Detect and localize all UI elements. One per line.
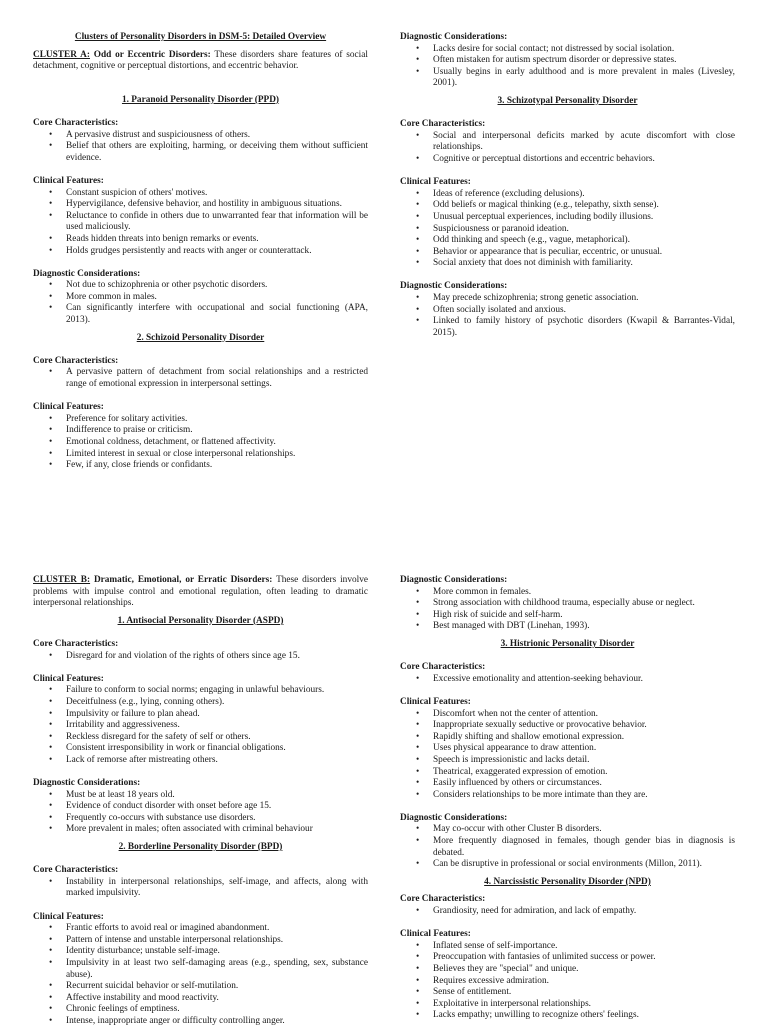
npd-title: 4. Narcissistic Personality Disorder (NPD) (484, 876, 651, 887)
schizoid-diag-list (400, 44, 735, 90)
list-item: • Believes they are "special" and unique. (433, 964, 735, 976)
list-item: • Inflated sense of self-importance. (433, 941, 735, 953)
list-item: • Consistent irresponsibility in work or financial obligations. (66, 743, 368, 755)
list-item: • Chronic feelings of emptiness. (66, 1004, 368, 1016)
bpd-core-label: Core Characteristics: (33, 865, 119, 876)
list-item: • More frequently diagnosed in females, though gender bias in diagnosis is debated. (433, 836, 735, 859)
npd-clinical-label: Clinical Features: (400, 929, 471, 940)
list-item: • Requires excessive admiration. (433, 976, 735, 988)
list-item: • Can significantly interfere with occupational and social functioning (APA, 2013). (66, 303, 368, 326)
list-item: • Behavior or appearance that is peculiar, eccentric, or unusual. (433, 247, 735, 259)
histrionic-diag-label: Diagnostic Considerations: (400, 812, 508, 823)
cluster-b-text: These disorders involve problems with impulse control and emotional regulation, often leading to dramatic interpersonal relationships. (33, 575, 368, 609)
list-item: • More common in males. (66, 292, 368, 304)
list-item: • Deceitfulness (e.g., lying, conning others). (66, 697, 368, 709)
aspd-diag-label: Diagnostic Considerations: (33, 778, 141, 789)
list-item: • Excessive emotionality and attention-seeking behaviour. (433, 674, 735, 686)
list-item: • Best managed with DBT (Linehan, 1993). (433, 621, 735, 633)
list-item: • Impulsivity or failure to plan ahead. (66, 709, 368, 721)
list-item: • Indifference to praise or criticism. (66, 425, 368, 437)
list-item: • Reckless disregard for the safety of self or others. (66, 732, 368, 744)
cluster-b-label: CLUSTER B: (33, 575, 91, 585)
npd-core-list (400, 906, 735, 918)
list-item: • Reads hidden threats into benign remarks or events. (66, 234, 368, 246)
ppd-diag-label: Diagnostic Considerations: (33, 268, 141, 279)
list-item: • Social and interpersonal deficits marked by acute discomfort with close relationships. (433, 131, 735, 154)
list-item: • Can be disruptive in professional or social environments (Millon, 2011). (433, 859, 735, 871)
ppd-core-list (33, 130, 368, 165)
list-item: • Strong association with childhood trauma, especially abuse or neglect. (433, 598, 735, 610)
schizotypal-clinical-list (400, 189, 735, 270)
list-item: • Lacks desire for social contact; not distressed by social isolation. (433, 44, 735, 56)
list-item: • Lacks empathy; unwilling to recognize others' feelings. (433, 1010, 735, 1022)
list-item: • Cognitive or perceptual distortions and eccentric behaviors. (433, 154, 735, 166)
schizotypal-title: 3. Schizotypal Personality Disorder (497, 95, 638, 106)
ppd-diag-list (33, 280, 368, 326)
list-item: • Often socially isolated and anxious. (433, 305, 735, 317)
list-item: • Theatrical, exaggerated expression of emotion. (433, 767, 735, 779)
list-item: • High risk of suicide and self-harm. (433, 610, 735, 622)
list-item: • Irritability and aggressiveness. (66, 720, 368, 732)
list-item: • May precede schizophrenia; strong genetic association. (433, 293, 735, 305)
schizotypal-diag-list (400, 293, 735, 339)
list-item: • Uses physical appearance to draw attention. (433, 743, 735, 755)
histrionic-clinical-label: Clinical Features: (400, 696, 471, 707)
list-item: • Few, if any, close friends or confidants. (66, 460, 368, 472)
list-item: • Linked to family history of psychotic disorders (Kwapil & Barrantes-Vidal, 2015). (433, 316, 735, 339)
list-item: • Not due to schizophrenia or other psychotic disorders. (66, 280, 368, 292)
aspd-core-label: Core Characteristics: (33, 638, 119, 649)
schizoid-clinical-label: Clinical Features: (33, 402, 104, 413)
list-item: • Affective instability and mood reactivity. (66, 993, 368, 1005)
list-item: • Preference for solitary activities. (66, 414, 368, 426)
list-item: • Evidence of conduct disorder with onset before age 15. (66, 801, 368, 813)
list-item: • Ideas of reference (excluding delusions). (433, 189, 735, 201)
list-item: • Holds grudges persistently and reacts with anger or counterattack. (66, 246, 368, 258)
schizotypal-clinical-label: Clinical Features: (400, 177, 471, 188)
bpd-diag-list (400, 587, 735, 633)
list-item: • Easily influenced by others or circumstances. (433, 778, 735, 790)
list-item: • Frequently co-occurs with substance use disorders. (66, 813, 368, 825)
list-item: • May co-occur with other Cluster B disorders. (433, 824, 735, 836)
schizotypal-diag-label: Diagnostic Considerations: (400, 281, 508, 292)
histrionic-core-label: Core Characteristics: (400, 662, 486, 673)
list-item: • Considers relationships to be more intimate than they are. (433, 790, 735, 802)
list-item: • More common in females. (433, 587, 735, 599)
list-item: • A pervasive distrust and suspiciousness of others. (66, 130, 368, 142)
list-item: • Instability in interpersonal relationships, self-image, and affects, along with marked impulsivity. (66, 877, 368, 900)
page2-left-column (33, 575, 368, 1028)
ppd-clinical-list (33, 188, 368, 258)
list-item: • Impulsivity in at least two self-damaging areas (e.g., spending, sex, substance abuse). (66, 958, 368, 981)
list-item: • Preoccupation with fantasies of unlimited success or power. (433, 952, 735, 964)
cluster-a-intro (33, 50, 368, 73)
list-item: • Recurrent suicidal behavior or self-mutilation. (66, 981, 368, 993)
list-item: • Discomfort when not the center of attention. (433, 709, 735, 721)
bpd-clinical-label: Clinical Features: (33, 911, 104, 922)
list-item: • Belief that others are exploiting, harming, or deceiving them without sufficient evidence. (66, 141, 368, 164)
page1-left-column (33, 32, 368, 472)
list-item: • Reluctance to confide in others due to unwarranted fear that information will be used maliciously. (66, 211, 368, 234)
cluster-b-intro (33, 575, 368, 610)
list-item: • Must be at least 18 years old. (66, 790, 368, 802)
list-item: • Often mistaken for autism spectrum disorder or depressive states. (433, 55, 735, 67)
histrionic-core-list (400, 674, 735, 686)
histrionic-diag-list (400, 824, 735, 870)
schizotypal-core-list (400, 131, 735, 166)
ppd-title: 1. Paranoid Personality Disorder (PPD) (121, 94, 280, 105)
bpd-clinical-list (33, 923, 368, 1027)
list-item: • Frantic efforts to avoid real or imagined abandonment. (66, 923, 368, 935)
list-item: • Speech is impressionistic and lacks detail. (433, 755, 735, 767)
list-item: • Suspiciousness or paranoid ideation. (433, 224, 735, 236)
list-item: • Unusual perceptual experiences, including bodily illusions. (433, 212, 735, 224)
list-item: • Intense, inappropriate anger or difficulty controlling anger. (66, 1016, 368, 1028)
list-item: • Disregard for and violation of the rights of others since age 15. (66, 651, 368, 663)
document-title: Clusters of Personality Disorders in DSM-5: Detailed Overview (74, 32, 327, 42)
list-item: • Social anxiety that does not diminish with familiarity. (433, 258, 735, 270)
npd-clinical-list (400, 941, 735, 1022)
npd-core-label: Core Characteristics: (400, 894, 486, 905)
list-item: • Sense of entitlement. (433, 987, 735, 999)
schizoid-core-list (33, 367, 368, 390)
list-item: • Odd thinking and speech (e.g., vague, metaphorical). (433, 235, 735, 247)
page1-right-column (400, 32, 735, 339)
histrionic-title: 3. Histrionic Personality Disorder (500, 638, 635, 649)
cluster-a-heading: Odd or Eccentric Disorders: (89, 49, 211, 60)
page2-right-column (400, 575, 735, 1022)
list-item: • Rapidly shifting and shallow emotional expression. (433, 732, 735, 744)
list-item: • Pattern of intense and unstable interpersonal relationships. (66, 935, 368, 947)
list-item: • Constant suspicion of others' motives. (66, 188, 368, 200)
aspd-title: 1. Antisocial Personality Disorder (ASPD) (117, 615, 284, 626)
bpd-core-list (33, 877, 368, 900)
cluster-a-label: CLUSTER A: (33, 49, 90, 60)
list-item: • Grandiosity, need for admiration, and lack of empathy. (433, 906, 735, 918)
cluster-b-heading: Dramatic, Emotional, or Erratic Disorders: (90, 575, 273, 585)
ppd-clinical-label: Clinical Features: (33, 175, 104, 186)
list-item: • Identity disturbance; unstable self-image. (66, 946, 368, 958)
schizoid-title: 2. Schizoid Personality Disorder (136, 332, 265, 343)
list-item: • Lack of remorse after mistreating others. (66, 755, 368, 767)
list-item: • Emotional coldness, detachment, or flattened affectivity. (66, 437, 368, 449)
aspd-diag-list (33, 790, 368, 836)
list-item: • Limited interest in sexual or close interpersonal relationships. (66, 449, 368, 461)
schizoid-diag-label: Diagnostic Considerations: (400, 32, 508, 42)
list-item: • Hypervigilance, defensive behavior, and hostility in ambiguous situations. (66, 199, 368, 211)
schizotypal-core-label: Core Characteristics: (400, 119, 486, 130)
aspd-clinical-label: Clinical Features: (33, 673, 104, 684)
list-item: • Failure to conform to social norms; engaging in unlawful behaviours. (66, 685, 368, 697)
list-item: • A pervasive pattern of detachment from social relationships and a restricted range of emotional expression in interpersonal settings. (66, 367, 368, 390)
schizoid-core-label: Core Characteristics: (33, 355, 119, 366)
bpd-title: 2. Borderline Personality Disorder (BPD) (118, 842, 283, 853)
list-item: • Odd beliefs or magical thinking (e.g., telepathy, sixth sense). (433, 200, 735, 212)
histrionic-clinical-list (400, 709, 735, 802)
list-item: • More prevalent in males; often associated with criminal behaviour (66, 824, 368, 836)
aspd-core-list (33, 651, 368, 663)
list-item: • Inappropriate sexually seductive or provocative behavior. (433, 720, 735, 732)
list-item: • Usually begins in early adulthood and is more prevalent in males (Livesley, 2001). (433, 67, 735, 90)
bpd-diag-label: Diagnostic Considerations: (400, 575, 508, 585)
ppd-core-label: Core Characteristics: (33, 117, 119, 128)
schizoid-clinical-list (33, 414, 368, 472)
aspd-clinical-list (33, 685, 368, 766)
list-item: • Exploitative in interpersonal relationships. (433, 999, 735, 1011)
cluster-a-text: These disorders share features of social detachment, cognitive or perceptual distortions, and eccentric behavior. (33, 49, 368, 72)
